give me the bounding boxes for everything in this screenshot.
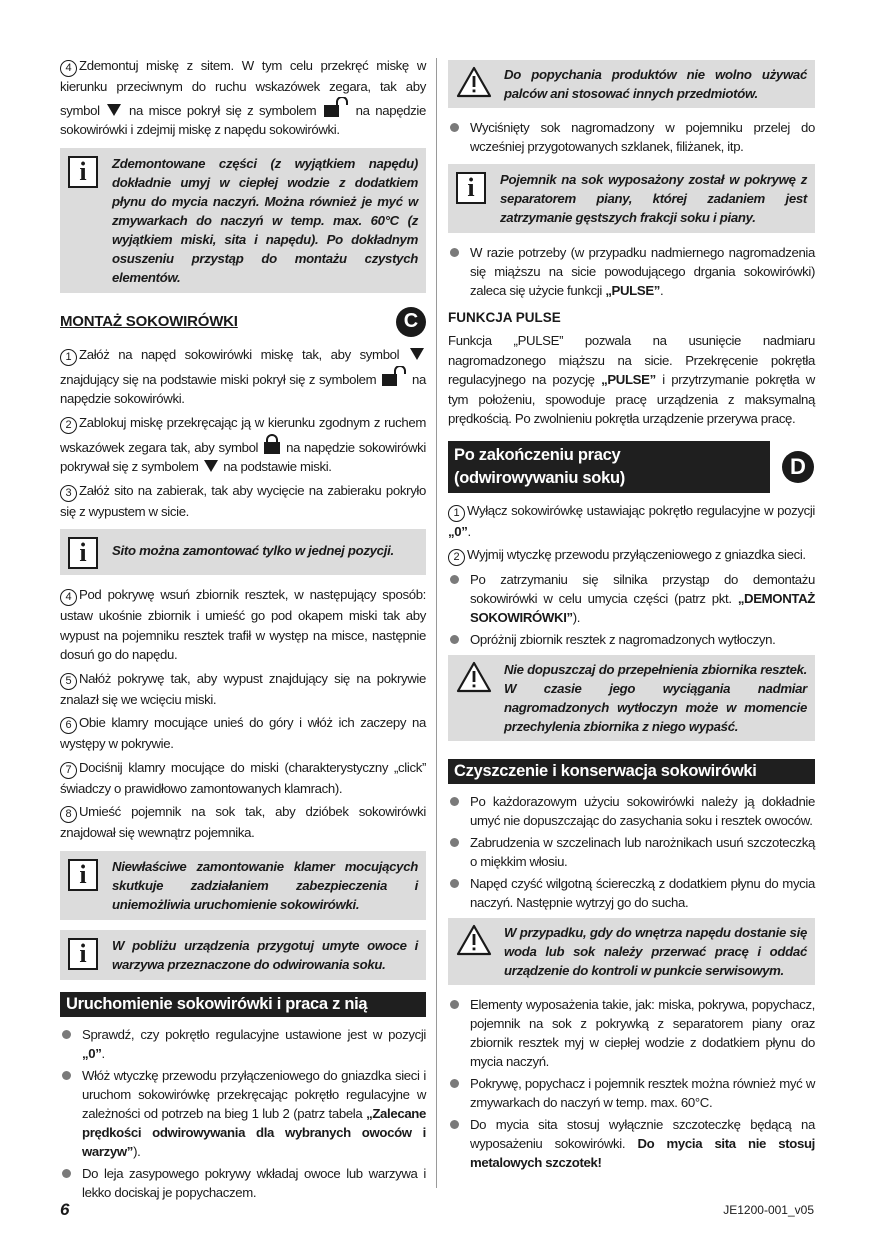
- list-item: W razie potrzeby (w przypadku nadmiernego nagromadzenia się miąższu na sicie powodującego drgania sokowirówki) zaleca się użycie funkcji „PULSE”.: [448, 243, 815, 300]
- info-icon: i: [68, 938, 98, 970]
- after-work-list: [448, 570, 815, 649]
- list-item: Do leja zasypowego pokrywy wkładaj owoce lub warzywa i lekko dociskaj je popychaczem.: [60, 1164, 426, 1202]
- info-icon: i: [68, 537, 98, 569]
- list-item: Po zatrzymaniu się silnika przystąp do demontażu sokowirówki w celu umycia części (patrz pkt. „DEMONTAŻ SOKOWIRÓWKI”).: [448, 570, 815, 627]
- list-item: Napęd czyść wilgotną ściereczką z dodatkiem płynu do mycia naczyń. Następnie wytrzyj go do sucha.: [448, 874, 815, 912]
- pulse-function-text: Funkcja „PULSE” pozwala na usunięcie nadmiaru nagromadzonego miąższu na sicie. Przekręcenie pokrętła regulacyjnego na pozycję „PULSE” i przytrzymanie pokrętła w tym położeniu, spowoduje pracę urządzenia z maksymalną prędkością. Po zwolnieniu pokrętła urządzenie przerywa pracę.: [448, 333, 815, 426]
- column-divider: [436, 58, 437, 1188]
- info-icon: i: [68, 156, 98, 188]
- after-work-step-1: 1 Wyłącz sokowirówkę ustawiając pokrętło regulacyjne w pozycji „0”.: [448, 502, 815, 539]
- info-note-clamps: i Niewłaściwe zamontowanie klamer mocujących skutkuje zadziałaniem zabezpieczenia i uniemożliwia uruchomienie sokowirówki.: [60, 851, 426, 920]
- startup-list: [60, 1025, 426, 1202]
- list-item: Wyciśnięty sok nagromadzony w pojemniku przelej do wcześniej przygotowanych szklanek, filiżanek, itp.: [448, 118, 815, 156]
- list-item: Do mycia sita stosuj wyłącznie szczoteczkę będącą na wyposażeniu sokowirówki. Do mycia sita nie stosuj metalowych szczotek!: [448, 1115, 815, 1172]
- dismount-step-4: 4 Zdemontuj miskę z sitem. W tym celu przekręć miskę w kierunku przeciwnym do ruchu wskazówek zegara, tak aby symbol na misce pokrył się z symbolem na napędzie sokowirówki i zdejmij miskę z napędu sokowirówki.: [60, 58, 426, 137]
- warning-note-overflow: Nie dopuszczaj do przepełnienia zbiornika resztek. W czasie jego wyciągania nadmiar nagromadzonych wytłoczyn może w momencie przechylenia zbiornika z niego wypaść.: [448, 655, 815, 741]
- triangle-symbol-icon: [107, 104, 121, 116]
- unlocked-padlock-icon: [382, 366, 406, 386]
- left-column: [60, 56, 426, 1206]
- pulse-hint-list: [448, 243, 815, 300]
- list-item: Opróżnij zbiornik resztek z nagromadzonych wytłoczyn.: [448, 630, 815, 649]
- list-item: Elementy wyposażenia takie, jak: miska, pokrywa, popychacz, pojemnik na sok z pokrywką z separatorem piany oraz zbiornik resztek myj w ciepłej wodzie z dodatkiem płynu do mycia naczyń.: [448, 995, 815, 1071]
- warning-note-fingers: Do popychania produktów nie wolno używać palców ani stosować innych przedmiotów.: [448, 60, 815, 108]
- document-code: JE1200-001_v05: [723, 1203, 814, 1217]
- assembly-step-4: 4 Pod pokrywę wsuń zbiornik resztek, w następujący sposób: ustaw ukośnie zbiornik i umieść go pod okapem miski tak aby wypust na pojemniku resztek trafił w występ na misce, następnie dosuń go do napędu.: [60, 587, 426, 662]
- triangle-symbol-icon: [204, 460, 218, 472]
- assembly-step-3: 3 Załóż sito na zabierak, tak aby wycięcie na zabieraku pokryło się z wypustem w sicie.: [60, 482, 426, 519]
- assembly-step-6: 6 Obie klamry mocujące unieś do góry i włóż ich zaczepy na występy w pokrywie.: [60, 715, 426, 751]
- page-number: 6: [60, 1200, 70, 1219]
- warning-triangle-icon: [456, 66, 492, 98]
- locked-padlock-icon: [264, 434, 280, 454]
- list-item: Po każdorazowym użyciu sokowirówki należy ją dokładnie umyć nie dopuszczając do zasychania soku i resztek owoców.: [448, 792, 815, 830]
- list-item: Zabrudzenia w szczelinach lub narożnikach usuń szczoteczką o miękkim włosiu.: [448, 833, 815, 871]
- cleaning-heading: Czyszczenie i konserwacja sokowirówki: [448, 759, 815, 784]
- info-note-foam-separator: i Pojemnik na sok wyposażony został w pokrywę z separatorem piany, której zadaniem jest zatrzymanie gęstszych frakcji soku i piany.: [448, 164, 815, 233]
- after-work-step-2: 2 Wyjmij wtyczkę przewodu przyłączeniowego z gniazdka sieci.: [448, 545, 815, 566]
- pulse-function-heading: FUNKCJA PULSE: [448, 310, 561, 325]
- assembly-heading: MONTAŻ SOKOWIRÓWKI C: [60, 307, 426, 337]
- assembly-step-7: 7 Dociśnij klamry mocujące do miski (charakterystyczny „click” świadczy o prawidłowo zamontowanych klamrach).: [60, 759, 426, 796]
- section-badge-d: D: [782, 451, 814, 483]
- info-note-sieve: i Sito można zamontować tylko w jednej pozycji.: [60, 529, 426, 575]
- cleaning-list: [448, 792, 815, 912]
- info-icon: i: [68, 859, 98, 891]
- assembly-step-8: 8 Umieść pojemnik na sok tak, aby dzióbek sokowirówki znajdował się wewnątrz pojemnika.: [60, 804, 426, 840]
- list-item: Pokrywę, popychacz i pojemnik resztek można również myć w zmywarkach do naczyń w temp. max. 60°C.: [448, 1074, 815, 1112]
- section-badge-c: C: [396, 307, 426, 337]
- step-number: 4: [60, 60, 77, 77]
- info-note-prepare-fruit: i W pobliżu urządzenia przygotuj umyte owoce i warzywa przeznaczone do odwirowania soku.: [60, 930, 426, 980]
- list-item: Włóż wtyczkę przewodu przyłączeniowego do gniazdka sieci i uruchom sokowirówkę przekręcając pokrętło regulacyjne w zależności od potrzeb na bieg 1 lub 2 (patrz tabela „Zalecane prędkości odwirowywania dla wybranych owoców i warzyw”).: [60, 1066, 426, 1161]
- info-icon: i: [456, 172, 486, 204]
- after-work-heading: Po zakończeniu pracy (odwirowywaniu soku) D: [448, 441, 815, 493]
- assembly-step-5: 5 Nałóż pokrywę tak, aby wypust znajdujący się na pokrywie znalazł się we wcięciu miski.: [60, 670, 426, 707]
- triangle-symbol-icon: [410, 348, 424, 360]
- unlocked-padlock-icon: [324, 97, 348, 117]
- pour-list: [448, 118, 815, 156]
- warning-triangle-icon: [456, 924, 492, 956]
- cleaning-list-2: [448, 995, 815, 1172]
- warning-note-water: W przypadku, gdy do wnętrza napędu dostanie się woda lub sok należy przerwać pracę i oddać urządzenie do kontroli w punkcie serwisowym.: [448, 918, 815, 985]
- list-item: Sprawdź, czy pokrętło regulacyjne ustawione jest w pozycji „0”.: [60, 1025, 426, 1063]
- warning-triangle-icon: [456, 661, 492, 693]
- right-column: [448, 56, 815, 1176]
- startup-heading: Uruchomienie sokowirówki i praca z nią: [60, 992, 426, 1017]
- assembly-step-2: 2 Zablokuj miskę przekręcając ją w kierunku zgodnym z ruchem wskazówek zegara tak, aby symbol na napędzie sokowirówki pokrywał się z symbolem na podstawie miski.: [60, 414, 426, 474]
- info-note-washing: i Zdemontowane części (z wyjątkiem napędu) dokładnie umyj w ciepłej wodzie z dodatkiem płynu do mycia naczyń. Można również je myć w zmywarkach do naczyń w temp. max. 60°C (z wyjątkiem miski, sita i napędu). Po dokładnym osuszeniu przystąp do montażu czystych elementów.: [60, 148, 426, 293]
- assembly-step-1: 1 Załóż na napęd sokowirówki miskę tak, aby symbol znajdujący się na podstawie miski pokrył się z symbolem na napędzie sokowirówki.: [60, 346, 426, 406]
